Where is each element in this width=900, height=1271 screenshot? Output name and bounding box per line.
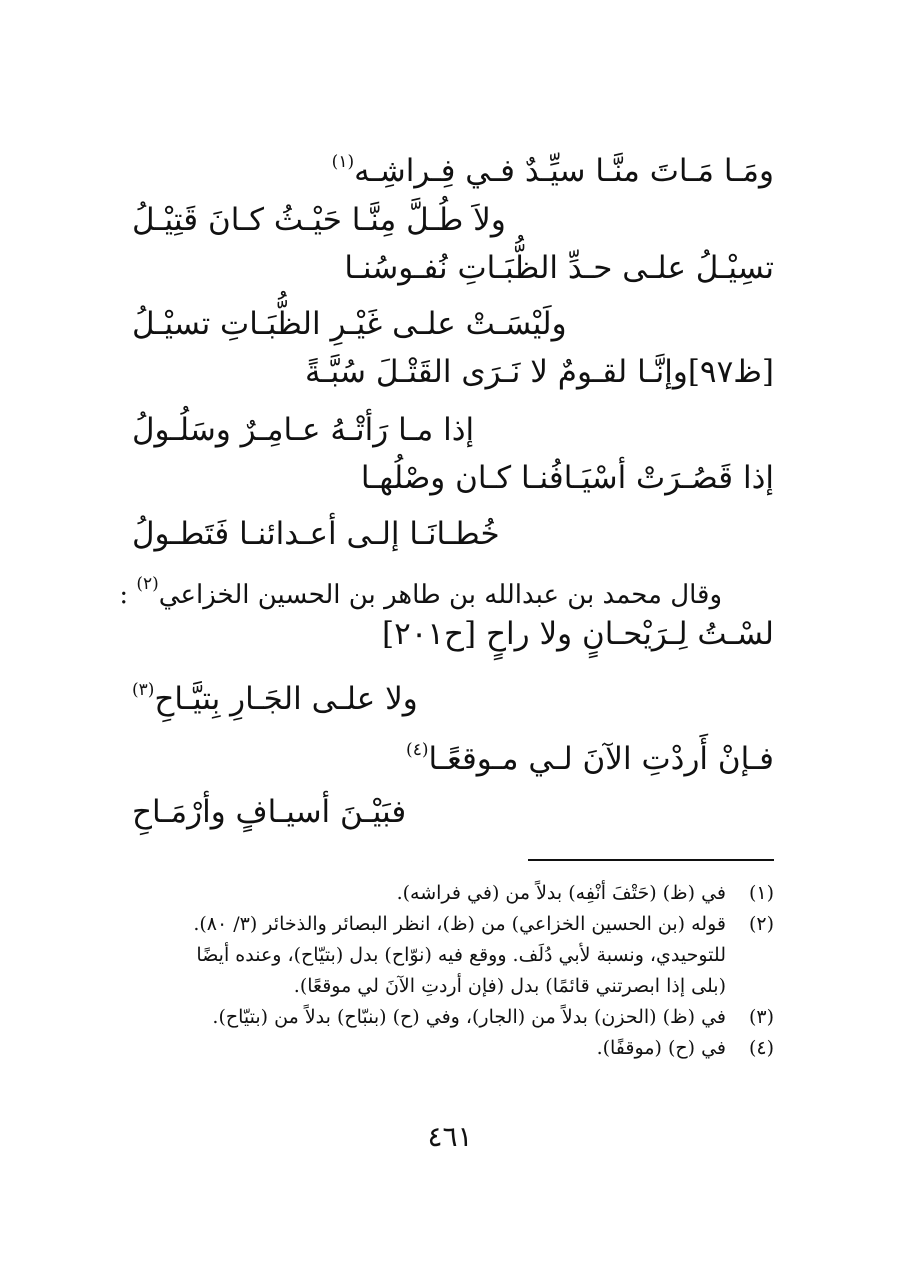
verse-second-hemistich: ولاَ طُـلَّ مِنَّـا حَيْـثُ كـانَ قَتِيْـلُ [132, 202, 506, 238]
footnote-item [124, 909, 774, 1002]
footnote-number: (٤) [748, 1037, 774, 1059]
verse-first-hemistich: فـإنْ أَردْتِ الآنَ لـي مـوقعًـا$^{(٤)}$ [406, 740, 774, 777]
footnote-divider [528, 859, 774, 861]
verse-second-hemistich: فبَيْـنَ أسيـافٍ وأرْمَـاحِ [132, 794, 407, 830]
footnote-item [124, 1002, 774, 1033]
footnote-text: قوله (بن الحسين الخزاعي) من (ظ)، انظر البصائر والذخائر (٣/ ٨٠). للتوحيدي، ونسبة لأبي دُلَف. ووقع فيه (نوّاح) بدل (بتيّاح)، وعنده أيضًا (بلى إذا ابصرتني قائمًا) بدل (فإن أردتِ الآنَ لي موقعًا). [193, 913, 726, 997]
footnote-number: (١) [748, 882, 774, 904]
footnote-text: في (ظ) (حَتْفَ أنْفِه) بدلاً من (في فراشه). [396, 882, 726, 904]
footnotes [124, 878, 774, 1064]
footnote-ref: (٢) [136, 574, 159, 594]
verse-first-hemistich: إذا قَصُـرَتْ أسْيَـافُنـا كـان وصْلُهـا [360, 460, 774, 496]
page-number: ٤٦١ [427, 1120, 473, 1153]
verse-first-hemistich: [ظ٩٧]وإنَّـا لقـومٌ لا نَـرَى القَتْـلَ سُبَّـةً [304, 354, 774, 390]
footnote-text: في (ح) (موقفًا). [596, 1037, 726, 1059]
footnote-ref: (٤) [406, 740, 429, 760]
footnote-ref: (٣) [132, 680, 155, 700]
verse-second-hemistich: ولا علـى الجَـارِ بِتيَّـاحِ$^{(٣)}$ [132, 680, 418, 717]
footnote-number: (٢) [748, 913, 774, 935]
footnote-item [124, 1033, 774, 1064]
verse-second-hemistich: إذا مـا رَأتْـهُ عـامِـرٌ وسَلُـولُ [132, 412, 475, 448]
verse-first-hemistich: ومَـا مَـاتَ منَّـا سيِّـدٌ فـي فِـراشِـه$^{(١)}$ [331, 152, 774, 189]
footnote-number: (٣) [748, 1006, 774, 1028]
verse-second-hemistich: ولَيْسَـتْ علـى غَيْـرِ الظُّبَـاتِ تسيْـلُ [132, 306, 567, 342]
footnote-ref: (١) [331, 152, 355, 172]
verse-first-hemistich: لسْـتُ لِـرَيْحـانٍ ولا راحٍ [ح٢٠١] [381, 616, 774, 652]
footnote-item [124, 878, 774, 909]
verse-first-hemistich: تسِيْـلُ علـى حـدِّ الظُّبَـاتِ نُفـوسُنـا [344, 250, 774, 286]
verse-second-hemistich: خُطـانَـا إلـى أعـدائنـا فَتَطـولُ [132, 516, 500, 552]
footnote-text: في (ظ) (الحزن) بدلاً من (الجار)، وفي (ح) (بنبّاح) بدلاً من (بتيّاح). [212, 1006, 726, 1028]
intro-line: وقال محمد بن عبدالله بن طاهر بن الحسين الخزاعي$^{(٢)}$ : [119, 574, 722, 610]
